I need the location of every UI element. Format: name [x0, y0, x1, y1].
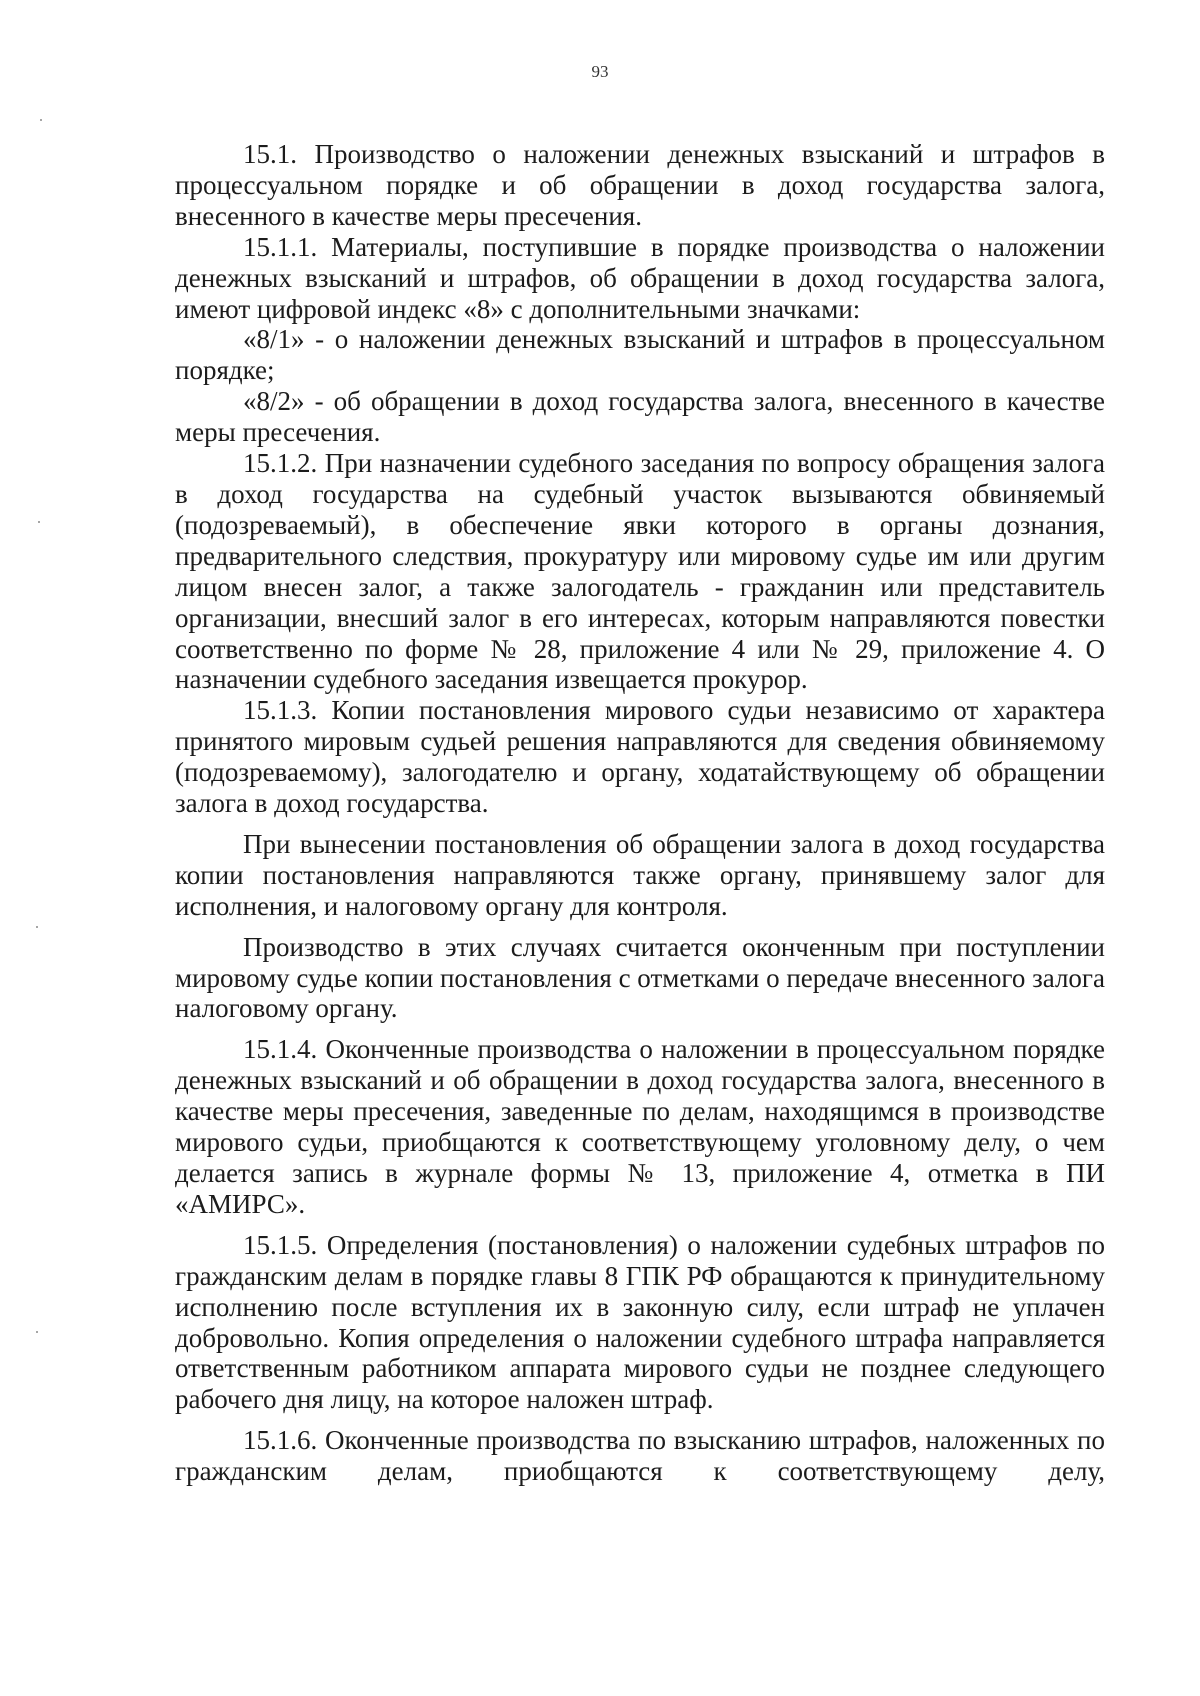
paragraph-index-8-1: «8/1» - о наложении денежных взысканий и штрафов в процессуальном порядке;: [175, 324, 1105, 386]
scan-speck: [36, 1331, 38, 1333]
paragraph-15-1-3: 15.1.3. Копии постановления мирового судьи независимо от характера принятого мировым судьей решения направляются для сведения обвиняемому (подозреваемому), залогодателю и органу, ходатайствующему об обращении залога в доход государства.: [175, 695, 1105, 819]
paragraph-index-8-2: «8/2» - об обращении в доход государства залога, внесенного в качестве меры пресечения.: [175, 386, 1105, 448]
paragraph-15-1-5: 15.1.5. Определения (постановления) о наложении судебных штрафов по гражданским делам в порядке главы 8 ГПК РФ обращаются к принудительному исполнению после вступления их в законную силу, если штраф не уплачен добровольно. Копия определения о наложении судебного штрафа направляется ответственным работником аппарата мирового судьи не позднее следующего рабочего дня лицу, на которое наложен штраф.: [175, 1229, 1105, 1415]
paragraph-15-1-4: 15.1.4. Оконченные производства о наложении в процессуальном порядке денежных взысканий и об обращении в доход государства залога, внесенного в качестве меры пресечения, заведенные по делам, находящимся в производстве мирового судьи, приобщаются к соответствующему уголовному делу, о чем делается запись в журнале формы № 13, приложение 4, отметка в ПИ «АМИРС».: [175, 1034, 1105, 1219]
paragraph-15-1-6: 15.1.6. Оконченные производства по взысканию штрафов, наложенных по гражданским делам, приобщаются к соответствующему делу,: [175, 1425, 1105, 1487]
scan-speck: [36, 926, 38, 928]
paragraph-proceedings-completed: Производство в этих случаях считается оконченным при поступлении мировому судье копии постановления с отметками о передаче внесенного залога налоговому органу.: [175, 931, 1105, 1024]
document-body: [175, 139, 1105, 1487]
paragraph-15-1-1: 15.1.1. Материалы, поступившие в порядке производства о наложении денежных взысканий и штрафов, об обращении в доход государства залога, имеют цифровой индекс «8» с дополнительными значками:: [175, 231, 1105, 324]
paragraph-15-1-2: 15.1.2. При назначении судебного заседания по вопросу обращения залога в доход государства на судебный участок вызываются обвиняемый (подозреваемый), в обеспечение явки которого в органы дознания, предварительного следствия, прокуратуру или мировому судье им или другим лицом внесен залог, а также залогодатель - гражданин или представитель организации, внесший залог в его интересах, которым направляются повестки соответственно по форме № 28, приложение 4 или № 29, приложение 4. О назначении судебного заседания извещается прокурор.: [175, 448, 1105, 695]
scan-speck: [40, 119, 42, 121]
paragraph-copies-to-tax-body: При вынесении постановления об обращении залога в доход государства копии постановления направляются также органу, принявшему залог для исполнения, и налоговому органу для контроля.: [175, 828, 1105, 921]
page-number: 93: [591, 62, 609, 81]
scan-speck: [38, 521, 40, 523]
paragraph-15-1: 15.1. Производство о наложении денежных взысканий и штрафов в процессуальном порядке и об обращении в доход государства залога, внесенного в качестве меры пресечения.: [175, 139, 1105, 231]
